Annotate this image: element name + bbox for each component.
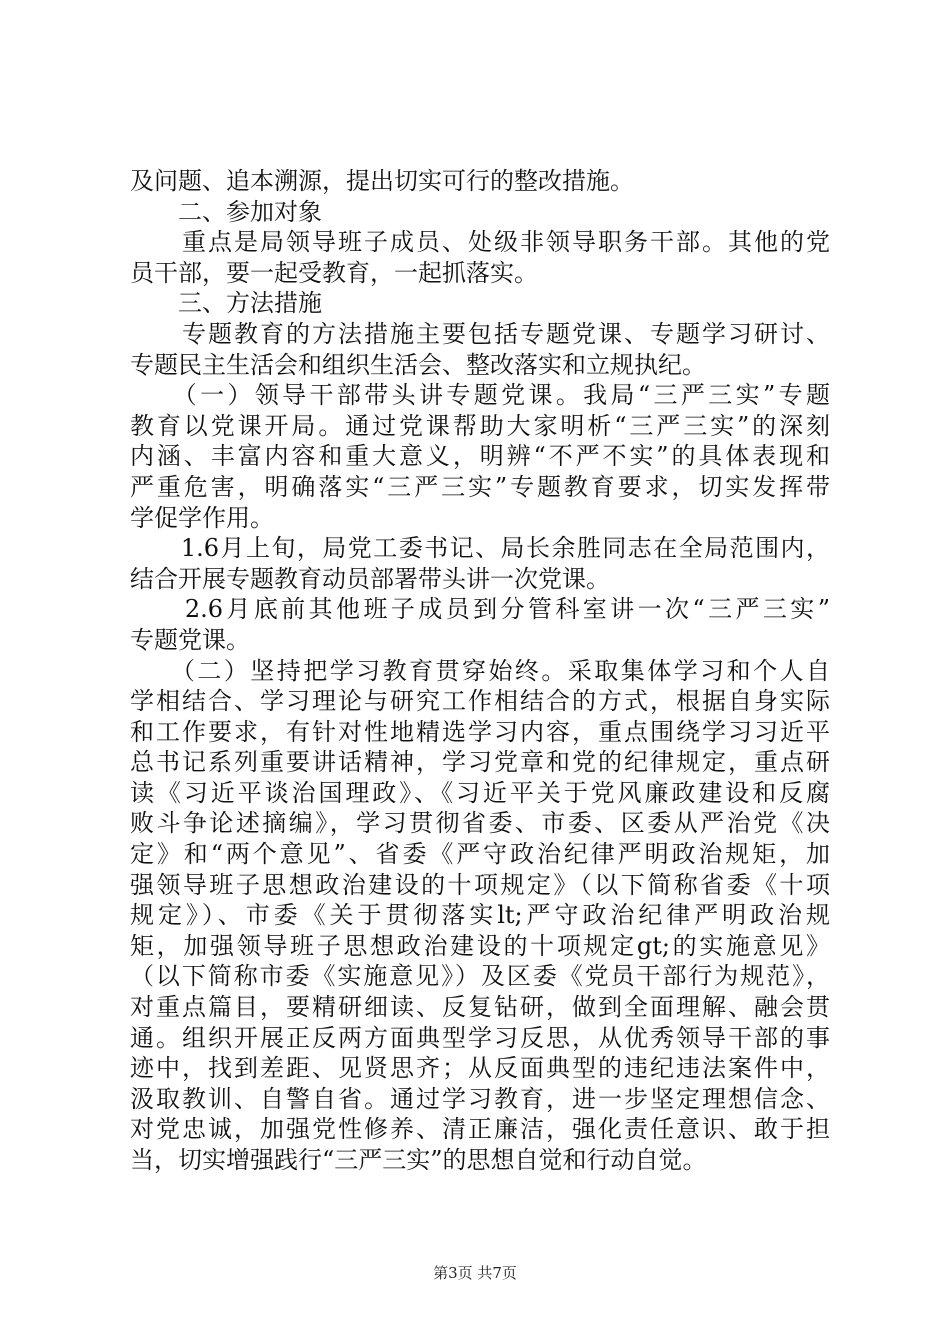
text-line: 和工作要求，有针对性地精选学习内容，重点围绕学习习近平	[130, 717, 830, 746]
text-line: 汲取教训、自警自省。通过学习教育，进一步坚定理想信念、	[130, 1084, 830, 1113]
text-line: 专题民主生活会和组织生活会、整改落实和立规执纪。	[130, 350, 706, 379]
text-line: 学相结合、学习理论与研究工作相结合的方式，根据自身实际	[130, 687, 830, 716]
text-line: 定》和“两个意见”、省委《严守政治纪律严明政治规矩，加	[130, 840, 830, 869]
body-text	[130, 166, 830, 1176]
text-line: 败斗争论述摘编》，学习贯彻省委、市委、区委从严治党《决	[130, 809, 830, 838]
text-line: 迹中，找到差距、见贤思齐；从反面典型的违纪违法案件中，	[130, 1054, 830, 1083]
text-line: 当，切实增强践行“三严三实”的思想自觉和行动自觉。	[130, 1146, 707, 1174]
section-heading: 二、参加对象	[130, 197, 322, 226]
text-line: 矩，加强领导班子思想政治建设的十项规定gt;的实施意见》	[130, 931, 830, 960]
text-line: 结合开展专题教育动员部署带头讲一次党课。	[130, 564, 610, 593]
text-line: 规定》）、市委《关于贯彻落实lt;严守政治纪律严明政治规	[130, 901, 830, 930]
section-heading: 三、方法措施	[130, 289, 322, 318]
text-line: （一）领导干部带头讲专题党课。我局“三严三实”专题	[130, 381, 830, 410]
text-line: 1.6月上旬，局党工委书记、局长余胜同志在全局范围内，	[130, 534, 830, 563]
text-line: 通。组织开展正反两方面典型学习反思，从优秀领导干部的事	[130, 1023, 830, 1052]
text-line: 内涵、丰富内容和重大意义，明辨“不严不实”的具体表现和	[130, 442, 830, 471]
page-number-footer: 第3页 共7页	[433, 1264, 517, 1282]
text-line: 2.6月底前其他班子成员到分管科室讲一次“三严三实”	[130, 595, 830, 624]
text-line: 教育以党课开局。通过党课帮助大家明析“三严三实”的深刻	[130, 411, 830, 440]
text-line: 重点是局领导班子成员、处级非领导职务干部。其他的党	[130, 228, 830, 257]
text-line: 读《习近平谈治国理政》、《习近平关于党风廉政建设和反腐	[130, 778, 830, 807]
text-line: 对重点篇目，要精研细读、反复钻研，做到全面理解、融会贯	[130, 993, 830, 1022]
text-line: 员干部，要一起受教育，一起抓落实。	[130, 258, 538, 287]
text-line: 总书记系列重要讲话精神，学习党章和党的纪律规定，重点研	[130, 748, 830, 777]
text-line: （二）坚持把学习教育贯穿始终。采取集体学习和个人自	[130, 656, 830, 685]
text-line: 专题教育的方法措施主要包括专题党课、专题学习研讨、	[130, 319, 830, 348]
text-line: 对党忠诚，加强党性修养、清正廉洁，强化责任意识、敢于担	[130, 1115, 830, 1144]
text-line: 严重危害，明确落实“三严三实”专题教育要求，切实发挥带	[130, 472, 830, 501]
text-line: 专题党课。	[130, 625, 250, 654]
text-line: 及问题、追本溯源，提出切实可行的整改措施。	[130, 167, 634, 195]
text-line: 强领导班子思想政治建设的十项规定》（以下简称省委《十项	[130, 870, 830, 899]
text-line: （以下简称市委《实施意见》）及区委《党员干部行为规范》，	[130, 962, 830, 991]
text-line: 学促学作用。	[130, 503, 274, 532]
